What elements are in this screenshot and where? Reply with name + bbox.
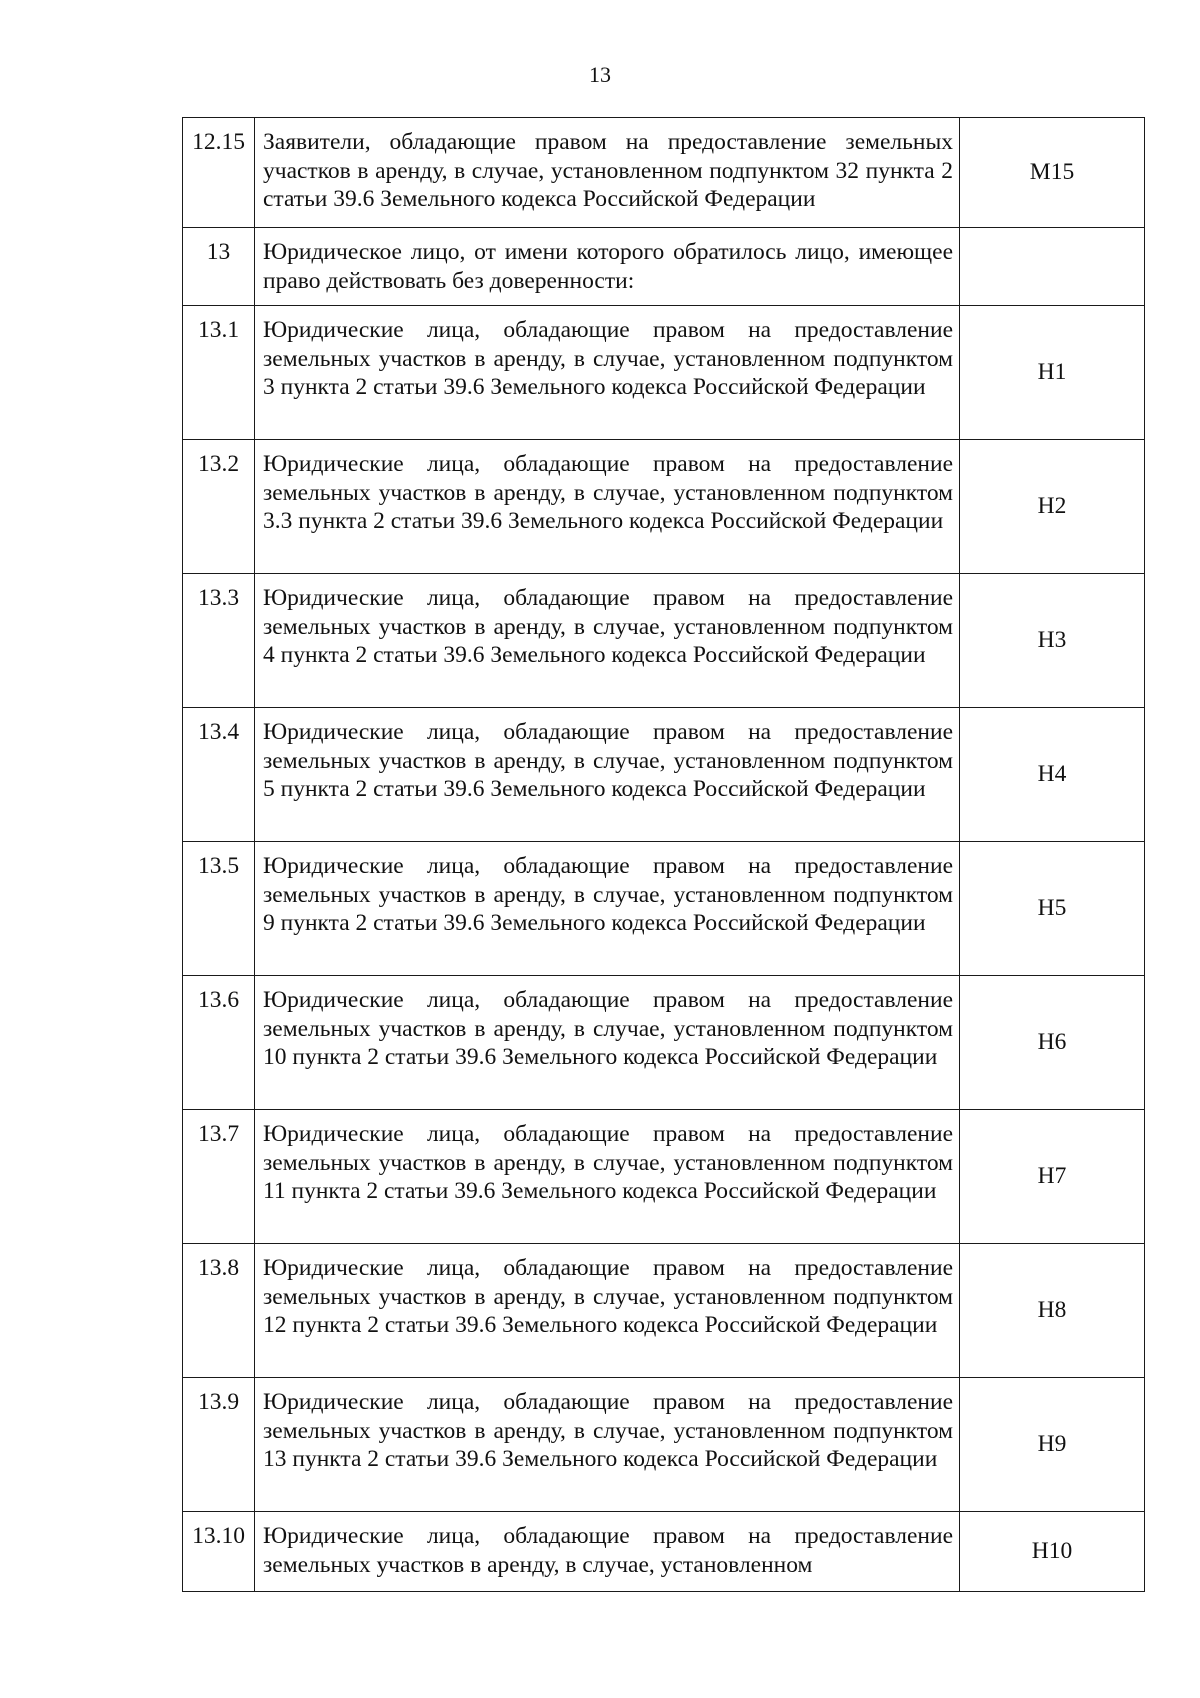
row-code: М15	[960, 118, 1145, 228]
row-description: Юридические лица, обладающие правом на предоставление земельных участков в аренду, в случае, установленном	[255, 1512, 960, 1592]
row-number: 13	[183, 228, 255, 306]
row-code: Н7	[960, 1110, 1145, 1244]
row-code: Н6	[960, 976, 1145, 1110]
row-number: 13.6	[183, 976, 255, 1110]
row-number: 13.1	[183, 306, 255, 440]
row-description: Юридические лица, обладающие правом на предоставление земельных участков в аренду, в случае, установленном подпунктом 3.3 пункта 2 статьи 39.6 Земельного кодекса Российской Федерации	[255, 440, 960, 574]
table-row	[183, 1244, 1145, 1378]
row-description: Юридические лица, обладающие правом на предоставление земельных участков в аренду, в случае, установленном подпунктом 9 пункта 2 статьи 39.6 Земельного кодекса Российской Федерации	[255, 842, 960, 976]
row-number: 13.5	[183, 842, 255, 976]
table-row	[183, 842, 1145, 976]
row-number: 13.9	[183, 1378, 255, 1512]
table-row	[183, 440, 1145, 574]
row-code: Н9	[960, 1378, 1145, 1512]
row-description: Заявители, обладающие правом на предоставление земельных участков в аренду, в случае, установленном подпунктом 32 пункта 2 статьи 39.6 Земельного кодекса Российской Федерации	[255, 118, 960, 228]
table-row	[183, 708, 1145, 842]
row-number: 13.2	[183, 440, 255, 574]
row-number: 13.7	[183, 1110, 255, 1244]
row-code: Н1	[960, 306, 1145, 440]
row-number: 13.8	[183, 1244, 255, 1378]
row-code: Н5	[960, 842, 1145, 976]
table-row	[183, 228, 1145, 306]
row-number: 13.4	[183, 708, 255, 842]
row-description: Юридические лица, обладающие правом на предоставление земельных участков в аренду, в случае, установленном подпунктом 10 пункта 2 статьи 39.6 Земельного кодекса Российской Федерации	[255, 976, 960, 1110]
table-row	[183, 1378, 1145, 1512]
page-number: 13	[589, 62, 611, 87]
row-description: Юридическое лицо, от имени которого обратилось лицо, имеющее право действовать без доверенности:	[255, 228, 960, 306]
row-number: 12.15	[183, 118, 255, 228]
row-description: Юридические лица, обладающие правом на предоставление земельных участков в аренду, в случае, установленном подпунктом 13 пункта 2 статьи 39.6 Земельного кодекса Российской Федерации	[255, 1378, 960, 1512]
row-code: Н2	[960, 440, 1145, 574]
table-row	[183, 1110, 1145, 1244]
row-code: Н8	[960, 1244, 1145, 1378]
table-row	[183, 306, 1145, 440]
row-code: Н4	[960, 708, 1145, 842]
table-row	[183, 574, 1145, 708]
row-code	[960, 228, 1145, 306]
row-description: Юридические лица, обладающие правом на предоставление земельных участков в аренду, в случае, установленном подпунктом 11 пункта 2 статьи 39.6 Земельного кодекса Российской Федерации	[255, 1110, 960, 1244]
document-table	[182, 117, 1145, 1592]
row-description: Юридические лица, обладающие правом на предоставление земельных участков в аренду, в случае, установленном подпунктом 3 пункта 2 статьи 39.6 Земельного кодекса Российской Федерации	[255, 306, 960, 440]
row-number: 13.10	[183, 1512, 255, 1592]
table-row	[183, 118, 1145, 228]
row-code: Н3	[960, 574, 1145, 708]
row-code: Н10	[960, 1512, 1145, 1592]
row-description: Юридические лица, обладающие правом на предоставление земельных участков в аренду, в случае, установленном подпунктом 4 пункта 2 статьи 39.6 Земельного кодекса Российской Федерации	[255, 574, 960, 708]
row-description: Юридические лица, обладающие правом на предоставление земельных участков в аренду, в случае, установленном подпунктом 5 пункта 2 статьи 39.6 Земельного кодекса Российской Федерации	[255, 708, 960, 842]
row-number: 13.3	[183, 574, 255, 708]
table-row	[183, 1512, 1145, 1592]
row-description: Юридические лица, обладающие правом на предоставление земельных участков в аренду, в случае, установленном подпунктом 12 пункта 2 статьи 39.6 Земельного кодекса Российской Федерации	[255, 1244, 960, 1378]
table-row	[183, 976, 1145, 1110]
